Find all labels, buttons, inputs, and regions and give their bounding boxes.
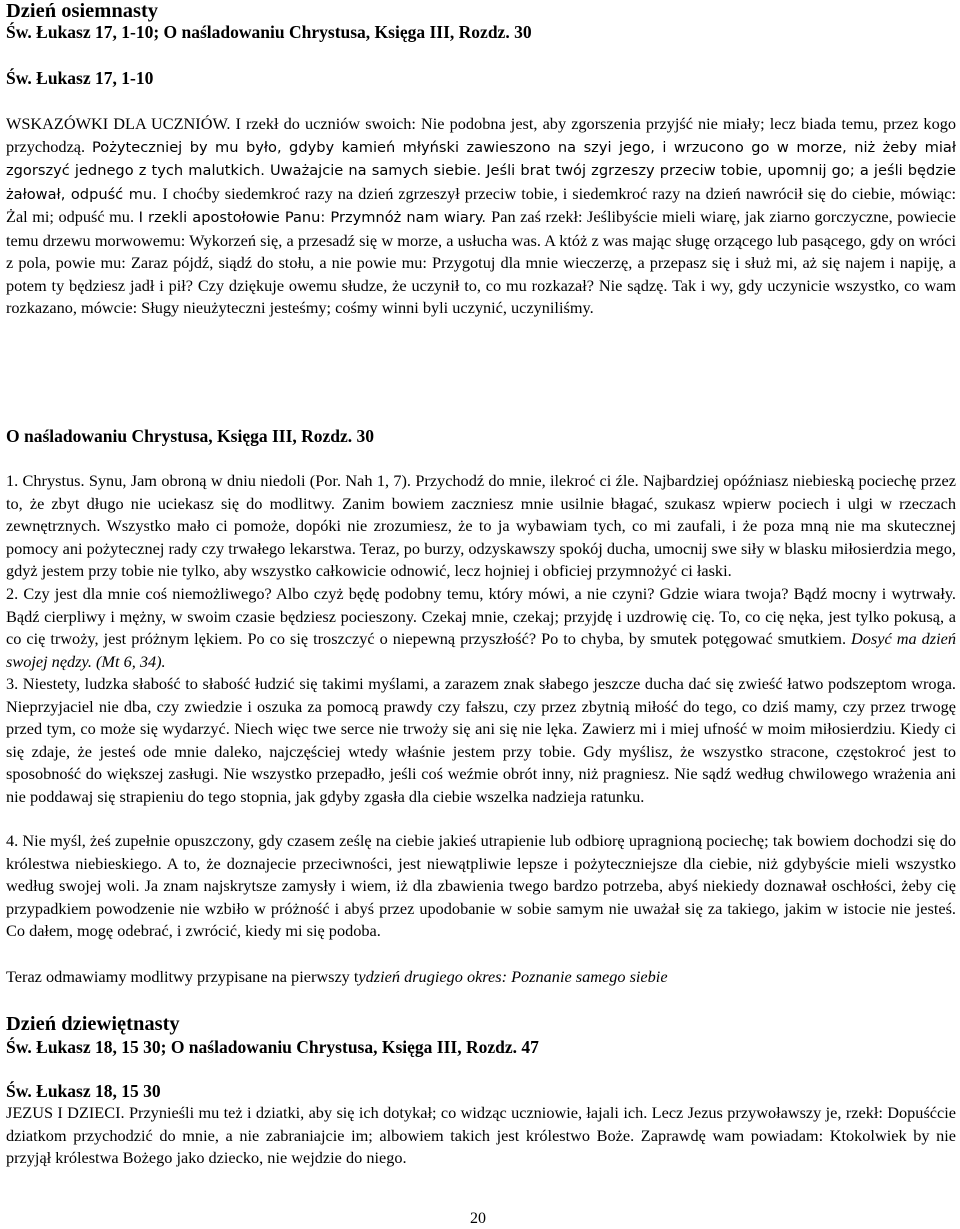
gospel-segment: WSKAZÓWKI DLA UCZNIÓW. I rzekł do uczniów swoich: Nie podobna jest, aby zgorszenia przyjść nie miały; lecz biada temu, przez kogo przychodzą. xyxy=(6,114,956,156)
day-19-gospel-heading: Św. Łukasz 18, 15 30 xyxy=(6,1081,161,1101)
day-19-gospel-text: JEZUS I DZIECI. Przynieśli mu też i dziatki, aby się ich dotykał; co widząc uczniowie, łajali ich. Lecz Jezus przywoławszy je, rzekł: Dopuśćcie dziatkom przychodzić do mnie, a nie zabraniajcie im; albowiem takich jest królestwo Boże. Zaprawdę wam powiadam: Ktokolwiek by nie przyjął królestwa Bożego jako dziecko, nie wejdzie do niego. xyxy=(6,1103,956,1167)
day-18-gospel-heading: Św. Łukasz 17, 1-10 xyxy=(6,68,154,88)
gospel-segment: Pożyteczniej by mu było, gdyby kamień młyński zawieszono na szyi jego, i wrzucono go w morze, niż żeby miał zgorszyć jednego z tych malutkich. Uważajcie na samych siebie. xyxy=(6,138,956,179)
closing-note-text: Teraz odmawiamy modlitwy przypisane na pierwszy t xyxy=(6,967,359,986)
day-18-title: Dzień osiemnasty xyxy=(6,0,159,22)
day-18-gospel-text xyxy=(6,113,956,320)
day-18-readings: Św. Łukasz 17, 1-10; O naśladowaniu Chrystusa, Księga III, Rozdz. 30 xyxy=(6,22,532,42)
gospel-segment: I choćby siedemkroć razy na dzień zgrzeszył przeciw tobie, i siedemkroć razy na dzień nawrócił się do ciebie, mówiąc: Żal mi; odpuść mu. xyxy=(6,183,957,226)
day-18-imitation-heading: O naśladowaniu Chrystusa, Księga III, Rozdz. 30 xyxy=(6,426,375,446)
imitation-paragraph-4: 4. Nie myśl, żeś zupełnie opuszczony, gdy czasem ześlę na ciebie jakieś utrapienie lub odbiorę upragnioną pociechę; tak bowiem dochodzi się do królestwa niebieskiego. A to, że doznajecie przeciwności, jest niewątpliwie lepsze i pożyteczniejsze dla ciebie, niż gdybyście mieli wszystko według swojej woli. Ja znam najskrytsze zamysły i wiem, iż dla zbawienia twego bardzo potrzeba, abyś niekiedy doznawał oschłości, żeby cię przypadkiem powodzenie nie wzbiło w próżność i abyś przez upodobanie w sobie samym nie uważał się za takiego, jakim w istocie nie jesteś. Co dałem, mogę odebrać, i zwrócić, kiedy mi się podoba. xyxy=(6,831,956,940)
page-number: 20 xyxy=(470,1210,486,1227)
imitation-paragraph-3: 3. Niestety, ludzka słabość to słabość łudzić się takimi myślami, a zarazem znak słabego jeszcze ducha dać się zwieść łatwo podszeptom wroga. Nieprzyjaciel nie dba, czy zwiedzie i oszuka za pomocą prawdy czy fałszu, czy przez zbytnią miłość do tego, co dziś mamy, czy przez trwogę przed tym, co może się wydarzyć. Niech więc twe serce nie trwoży się ani się nie lęka. Zawierz mi i miej ufność w moim miłosierdziu. Kiedy ci się zdaje, że jesteś ode mnie daleko, najczęściej wtedy właśnie jestem przy tobie. Gdy myślisz, że wszystko stracone, częstokroć jest to sposobność do większej zasługi. Nie wszystko przepadło, jeśli coś weźmie obrót inny, niż pragniesz. Nie sądź według chwilowego wrażenia ani nie poddawaj się strapieniu do tego stopnia, jak gdyby zgasła dla ciebie wszelka nadzieja ratunku. xyxy=(6,674,956,806)
closing-note-italic: ydzień drugiego okres: Poznanie samego siebie xyxy=(358,967,668,986)
day-18-closing-note xyxy=(6,966,956,989)
paragraph-2-quote: Dosyć ma dzień swojej nędzy. (Mt 6, 34). xyxy=(6,629,956,671)
gospel-segment: Pan zaś rzekł: Jeślibyście mieli wiarę, jak ziarno gorczyczne, powiecie temu drzewu morwowemu: Wykorzeń się, a przesadź się w morze, a usłucha was. A któż z was mając sługę orzącego lub pasącego, gdy on wróci z pola, powie mu: Zaraz pójdź, siądź do stołu, a nie powie mu: Przygotuj dla mnie wieczerzę, a przepasz się i służ mi, aż się najem i napiję, a potem ty będziesz jadł i pił? Czy dziękuje owemu słudze, że uczynił to, co mu rozkazał? Nie sądzę. Tak i wy, gdy uczynicie wszystko, co wam rozkazano, mówcie: Sługy nieużyteczni jesteśmy; cośmy winni byli uczynić, uczyniliśmy. xyxy=(6,207,957,317)
day-19-title: Dzień dziewiętnasty xyxy=(6,1013,180,1035)
gospel-segment: Jeśli brat twój zgrzeszy przeciw tobie, upomnij go; a jeśli będzie żałował, odpuść mu. xyxy=(6,162,956,203)
day-19-readings: Św. Łukasz 18, 15 30; O naśladowaniu Chrystusa, Księga III, Rozdz. 47 xyxy=(6,1037,539,1057)
imitation-paragraph-2 xyxy=(6,583,956,673)
gospel-segment: I rzekli apostołowie Panu: Przymnóż nam wiary. xyxy=(138,209,492,226)
paragraph-2-text: 2. Czy jest dla mnie coś niemożliwego? Albo czyż będę podobny temu, który mówi, a nie czyni? Gdzie wiara twoja? Bądź mocny i wytrwały. Bądź cierpliwy i mężny, w swoim czasie będziesz pocieszony. Czekaj mnie, czekaj; przyjdę i uzdrowię cię. To, co cię nęka, jest tylko pokusą, a co cię trwoży, jest próżnym lękiem. Po co się troszczyć o niepewną przyszłość? Po to chyba, by smutek potęgować smutkiem. xyxy=(6,584,956,648)
imitation-paragraph-1: 1. Chrystus. Synu, Jam obroną w dniu niedoli (Por. Nah 1, 7). Przychodź do mnie, ilekroć ci źle. Najbardziej opóźniasz niebieską pociechę przez to, że zbyt długo nie uciekasz się do modlitwy. Zanim bowiem zaczniesz mnie usilnie błagać, szukasz wpierw pociech i ulgi w rzeczach zewnętrznych. Wszystko mało ci pomoże, dopóki nie zrozumiesz, że to ja wybawiam tych, co mi zaufali, i że poza mną nie ma skutecznej pomocy ani pożytecznej rady czy trwałego lekarstwa. Teraz, po burzy, odzyskawszy spokój ducha, umocnij swe siły w blasku miłosierdzia mego, gdyż jestem przy tobie nie tylko, aby wszystko całkowicie odnowić, lecz hojniej i obficiej przymnożyć ci łaski. xyxy=(6,471,956,580)
